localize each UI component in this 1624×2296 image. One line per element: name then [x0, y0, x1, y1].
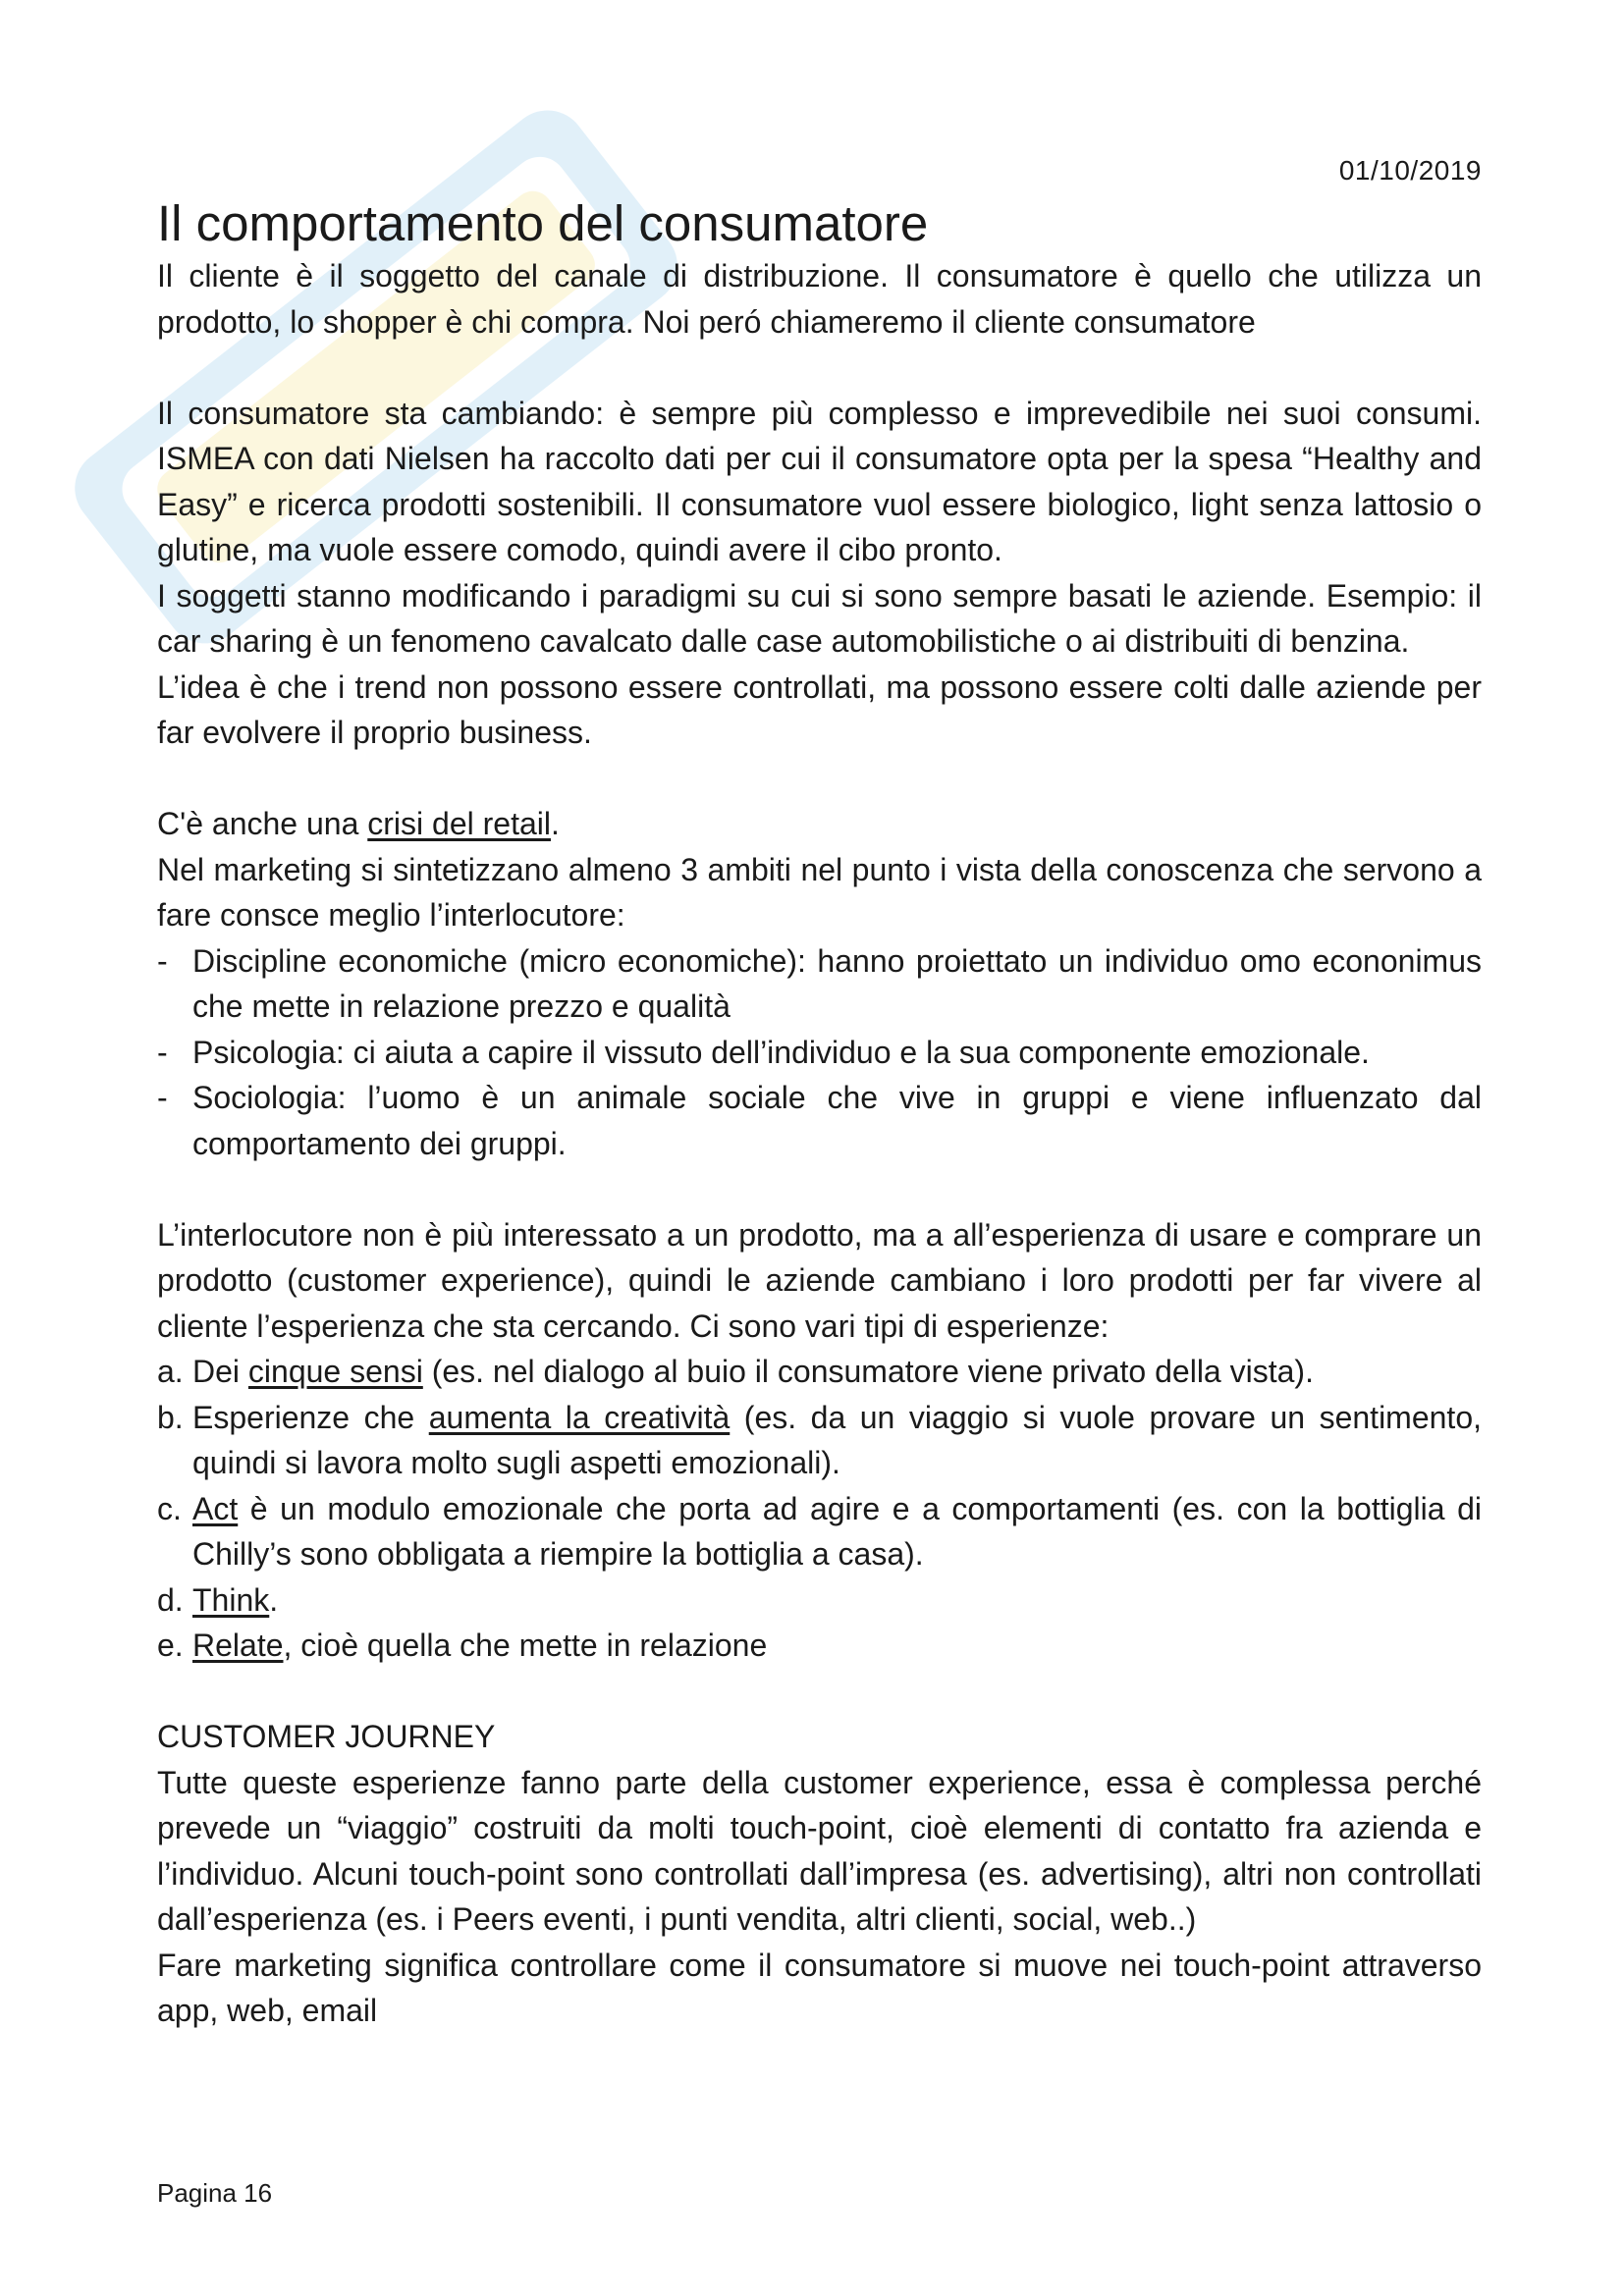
- document-body: [157, 192, 1482, 2034]
- paragraph: C'è anche una crisi del retail.: [157, 806, 560, 841]
- paragraph: I soggetti stanno modificando i paradigmi su cui si sono sempre basati le aziende. Esempio: il car sharing è un fenomeno cavalcato dalle case automobilistiche o ai distribuiti di benzina.: [157, 577, 1482, 659]
- underlined-term: Think: [192, 1581, 270, 1618]
- list-marker: -: [157, 1080, 168, 1115]
- underlined-term: crisi del retail: [367, 806, 551, 841]
- list-item: [157, 1030, 1482, 1076]
- paragraph: L’interlocutore non è più interessato a un prodotto, ma a all’esperienza di usare e comprare un prodotto (customer experience), quindi le aziende cambiano i loro prodotti per far vivere al cliente l’esperienza che sta cercando. Ci sono vari tipi di esperienze:: [157, 1216, 1482, 1344]
- list-marker: -: [157, 942, 168, 979]
- list-marker: e.: [157, 1628, 184, 1663]
- paragraph: Tutte queste esperienze fanno parte della customer experience, essa è complessa perché prevede un “viaggio” costruiti da molti touch-point, cioè elementi di contatto fra azienda e l’individuo. Alcuni touch-point sono controllati dall’impresa (es. advertising), altri non controllati dall’esperienza (es. i Peers eventi, i punti vendita, altri clienti, social, web..): [157, 1764, 1482, 1937]
- list-item: [157, 938, 1482, 1030]
- underlined-term: aumenta la creatività: [428, 1399, 731, 1435]
- list-marker: c.: [157, 1490, 182, 1526]
- document-date: 01/10/2019: [1338, 155, 1482, 186]
- list-item: d. Think.: [157, 1577, 1482, 1624]
- list-marker: d.: [157, 1581, 184, 1618]
- paragraph: Il cliente è il soggetto del canale di distribuzione. Il consumatore è quello che utilizza un prodotto, lo shopper è chi compra. Noi peró chiameremo il cliente consumatore: [157, 258, 1482, 340]
- list-marker: b.: [157, 1399, 184, 1435]
- underlined-term: cinque sensi: [247, 1354, 423, 1389]
- underlined-term: Relate: [192, 1628, 284, 1663]
- list-item: [157, 1075, 1482, 1166]
- paragraph: Nel marketing si sintetizzano almeno 3 ambiti nel punto i vista della conoscenza che servono a fare consce meglio l’interlocutore:: [157, 851, 1482, 933]
- section-heading: CUSTOMER JOURNEY: [157, 1719, 496, 1754]
- list-marker: -: [157, 1034, 168, 1070]
- list-marker: a.: [157, 1354, 184, 1389]
- paragraph: Il consumatore sta cambiando: è sempre più complesso e imprevedibile nei suoi consumi. ISMEA con dati Nielsen ha raccolto dati per cui il consumatore opta per la spesa “Healthy and Easy” e ricerca prodotti sostenibili. Il consumatore vuol essere biologico, light senza lattosio o glutine, ma vuole essere comodo, quindi avere il cibo pronto.: [157, 395, 1482, 567]
- paragraph: L’idea è che i trend non possono essere controllati, ma possono essere colti dalle aziende per far evolvere il proprio business.: [157, 668, 1482, 750]
- underlined-term: Act: [192, 1490, 239, 1526]
- list-item: a. Dei cinque sensi (es. nel dialogo al buio il consumatore viene privato della vista).: [157, 1349, 1482, 1395]
- paragraph: Fare marketing significa controllare come il consumatore si muove nei touch-point attraverso app, web, email: [157, 1947, 1482, 2028]
- list-text: Psicologia: ci aiuta a capire il vissuto dell’individuo e la sua componente emozionale.: [192, 1034, 1370, 1070]
- list-item: e. Relate, cioè quella che mette in relazione: [157, 1623, 1482, 1669]
- page-number: Pagina 16: [157, 2178, 273, 2208]
- list-text: Discipline economiche (micro economiche): hanno proiettato un individuo omo econonimus che mette in relazione prezzo e qualità: [192, 942, 1482, 1024]
- page-title: Il comportamento del consumatore: [157, 195, 929, 251]
- list-item: c. Act è un modulo emozionale che porta ad agire e a comportamenti (es. con la bottiglia di Chilly’s sono obbligata a riempire la bottiglia a casa).: [157, 1486, 1482, 1577]
- list-item: b. Esperienze che aumenta la creatività (es. da un viaggio si vuole provare un sentimento, quindi si lavora molto sugli aspetti emozionali).: [157, 1395, 1482, 1486]
- list-text: Sociologia: l’uomo è un animale sociale che vive in gruppi e viene influenzato dal comportamento dei gruppi.: [192, 1080, 1482, 1161]
